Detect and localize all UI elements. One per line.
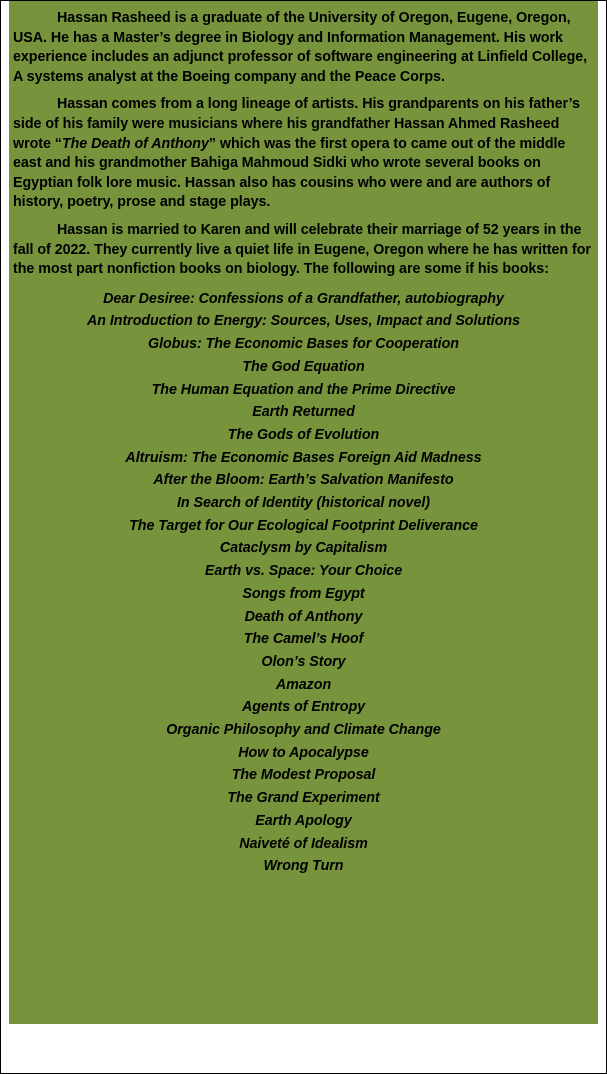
opera-title: The Death of Anthony — [61, 135, 209, 152]
bio-text-box — [9, 1, 598, 1024]
book-title: Globus: The Economic Bases for Cooperation — [148, 336, 459, 353]
book-title: Olon’s Story — [261, 653, 346, 670]
book-title: Organic Philosophy and Climate Change — [166, 722, 441, 739]
book-title: The Human Equation and the Prime Directive — [151, 381, 456, 398]
book-title: Wrong Turn — [263, 858, 344, 875]
bio-paragraph-marriage: Hassan is married to Karen and will celebrate their marriage of 52 years in the fall of 2022. They currently live a quiet life in Eugene, Oregon where he has written for the most part nonfiction books on biology. The following are some if his books: — [13, 221, 591, 278]
bio-paragraph-family-text-end: ” which was the first opera to came out of the middle east and his grandmother Bahiga Mahmoud Sidki who wrote several books on Egyptian folk lore music. Hassan also has cousins who were and are authors of history, poetry, prose and stage plays. — [13, 135, 566, 211]
book-title: Amazon — [275, 676, 332, 693]
book-title: An Introduction to Energy: Sources, Uses, Impact and Solutions — [86, 313, 520, 330]
book-title: The Grand Experiment — [227, 790, 380, 807]
book-title: The Gods of Evolution — [227, 426, 380, 443]
book-title: The Target for Our Ecological Footprint Deliverance — [129, 517, 478, 534]
book-title: Death of Anthony — [244, 608, 363, 625]
bio-paragraph-family-text-start: Hassan comes from a long lineage of artists. His grandparents on his father’s side of his family were musicians where his grandfather Hassan Ahmed Rasheed wrote “ — [13, 96, 580, 152]
book-title: The Modest Proposal — [231, 767, 376, 784]
book-title: Dear Desiree: Confessions of a Grandfather, autobiography — [103, 290, 504, 307]
book-title: Songs from Egypt — [242, 585, 365, 602]
book-title: Earth Returned — [252, 404, 355, 421]
book-title: Naiveté of Idealism — [239, 835, 368, 852]
bio-paragraph-education: Hassan Rasheed is a graduate of the University of Oregon, Eugene, Oregon, USA. He has a Master’s degree in Biology and Information Management. His work experience includes an adjunct professor of software engineering at Linfield College, A systems analyst at the Boeing company and the Peace Corps. — [13, 10, 588, 85]
book-title: The Camel’s Hoof — [243, 631, 364, 648]
book-title: Altruism: The Economic Bases Foreign Aid Madness — [125, 449, 482, 466]
book-title: In Search of Identity (historical novel) — [176, 495, 430, 512]
book-title: Agents of Entropy — [241, 699, 366, 716]
book-title: Earth vs. Space: Your Choice — [204, 563, 403, 580]
book-list — [9, 288, 598, 878]
bio-paragraph-family — [13, 95, 594, 213]
book-title: How to Apocalypse — [238, 744, 369, 761]
book-title: The God Equation — [242, 358, 365, 375]
book-title: Cataclysm by Capitalism — [219, 540, 388, 557]
book-title: After the Bloom: Earth’s Salvation Manifesto — [153, 472, 454, 489]
book-title: Earth Apology — [255, 812, 352, 829]
